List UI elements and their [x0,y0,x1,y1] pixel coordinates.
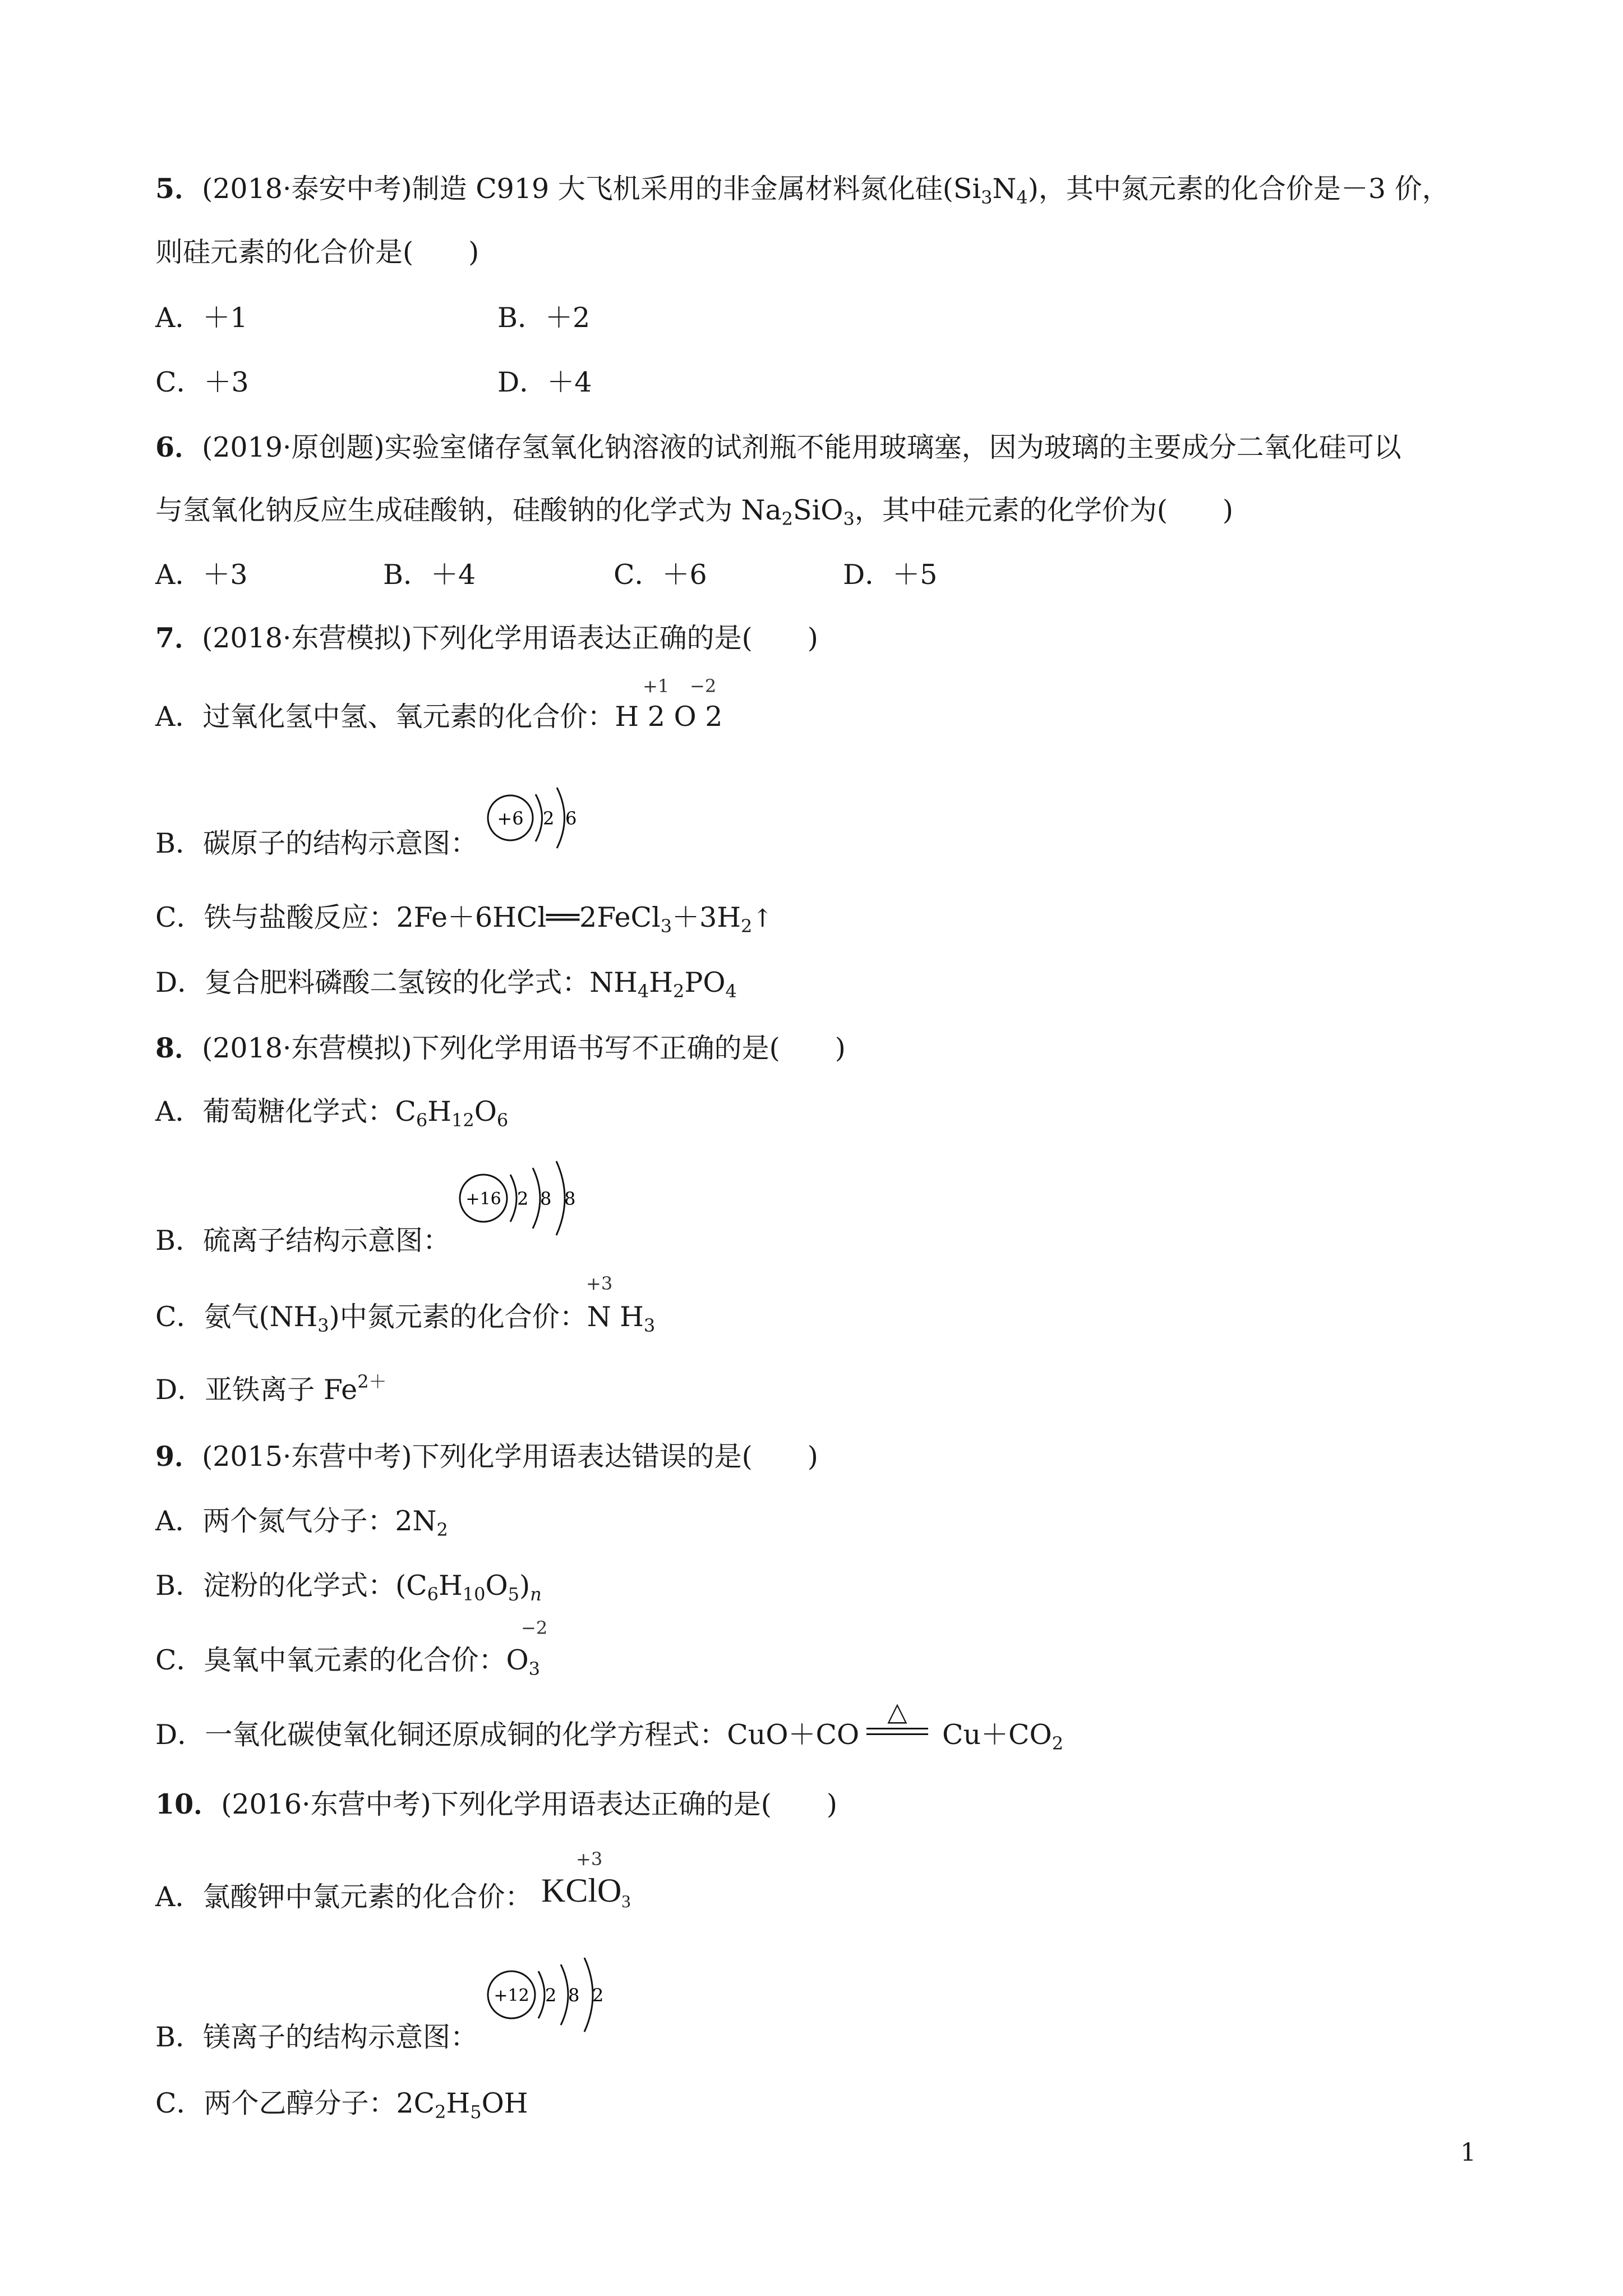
q9-option-d: D．一氧化碳使氧化铜还原成铜的化学方程式：CuO＋CO [155,1719,860,1751]
q5-line2: 则硅元素的化合价是( ) [155,236,479,268]
q7-stem: 7．(2018·东营模拟)下列化学用语表达正确的是( ) [155,622,818,654]
q9-d-reaction-condition [866,1696,928,1738]
q10-a-valence: +3 [576,1848,603,1870]
q7-carbon-structure-diagram [482,780,606,864]
q5-option-b: B．＋2 [497,302,591,334]
svg-text:+6: +6 [497,808,524,829]
q10-option-c: C．两个乙醇分子：$2C_2H_5OH$ [155,2087,528,2123]
q5-option-a: A．＋1 [155,302,248,334]
heat-triangle-icon: △ [887,1696,907,1727]
svg-text:2: 2 [592,1985,604,2006]
q5-line1: 5．(2018·泰安中考)制造 C919 大飞机采用的非金属材料氮化硅$(Si_3N_4)$，其中氮元素的化合价是－3 价， [155,172,1450,208]
q6-option-a: A．＋3 [155,559,248,591]
svg-text:2: 2 [543,808,555,829]
q8-option-d: D．亚铁离子 $Fe^{2+}$ [155,1371,387,1406]
q7-number: 7． [155,622,202,654]
q6-option-d: D．＋5 [843,559,938,591]
q10-number: 10． [155,1788,222,1820]
svg-text:+16: +16 [465,1189,501,1209]
page-number: 1 [1460,2138,1476,2167]
q8-stem: 8．(2018·东营模拟)下列化学用语书写不正确的是( ) [155,1032,846,1064]
q9-stem: 9．(2015·东营中考)下列化学用语表达错误的是( ) [155,1440,818,1473]
q5-number: 5． [155,172,202,205]
q9-option-a: A．两个氮气分子：$2N_2$ [155,1505,448,1540]
svg-text:2: 2 [517,1188,529,1209]
equals-double-line-2 [866,1733,928,1735]
q9-c-valence: −2 [521,1617,548,1639]
q5-option-d: D．＋4 [497,366,592,398]
q9-number: 9． [155,1440,202,1473]
q9-d-products: $Cu+CO_2$ [942,1719,1064,1754]
q6-number: 6． [155,431,202,463]
q10-option-b: B．镁离子的结构示意图： [155,2021,478,2053]
q8-sulfur-ion-structure-diagram [454,1156,611,1245]
q10-stem: 10．(2016·东营中考)下列化学用语表达正确的是( ) [155,1788,837,1820]
q7-a-valence-o: −2 [690,675,717,697]
q5-option-c: C．＋3 [155,366,249,398]
q6-line2: 与氢氧化钠反应生成硅酸钠，硅酸钠的化学式为 $Na_2SiO_3$，其中硅元素的化学价为( ) [155,494,1234,530]
q7-option-d: D．复合肥料磷酸二氢铵的化学式：$NH_4H_2PO_4$ [155,967,737,1002]
up-arrow-icon: ↑ [752,904,773,933]
q8-option-a: A．葡萄糖化学式：$C_6H_{12}O_6$ [155,1096,509,1131]
svg-text:2: 2 [545,1985,557,2006]
q7-a-valence-h: +1 [643,675,670,697]
q6-line1: 6．(2019·原创题)实验室储存氢氧化钠溶液的试剂瓶不能用玻璃塞，因为玻璃的主要成分二氧化硅可以 [155,431,1401,463]
svg-text:8: 8 [568,1985,580,2006]
q7-a-formula: H 2 O 2 [615,701,723,733]
q7-option-a: A．过氧化氢中氢、氧元素的化合价：H 2 O 2 [155,701,723,733]
q9-option-c: C．臭氧中氧元素的化合价：$O_3$ [155,1644,541,1680]
q6-option-b: B．＋4 [383,559,476,591]
q9-option-b: B．淀粉的化学式：$(C_6H_{10}O_5)_n$ [155,1570,542,1605]
q8-number: 8． [155,1032,202,1064]
q7-option-c: C．铁与盐酸反应：$2Fe+6HCl══2FeCl_3+3H_2↑$ [155,901,773,937]
svg-text:8: 8 [540,1188,552,1209]
q10-a-formula: KClO$_3$ [541,1872,631,1911]
svg-text:+12: +12 [494,1986,529,2005]
q6-option-c: C．＋6 [614,559,707,591]
q8-option-b: B．硫离子结构示意图： [155,1225,451,1257]
q7-option-b: B．碳原子的结构示意图： [155,827,478,859]
q8-option-c: C．氨气$(NH_3)$中氮元素的化合价：N $H_3$ [155,1301,656,1336]
q10-option-a: A．氯酸钾中氯元素的化合价： [155,1881,533,1913]
q10-magnesium-ion-structure-diagram [482,1952,639,2042]
svg-text:6: 6 [565,808,577,829]
equals-double-line [866,1728,928,1729]
svg-text:8: 8 [564,1188,576,1209]
q8-c-valence: +3 [586,1273,613,1294]
